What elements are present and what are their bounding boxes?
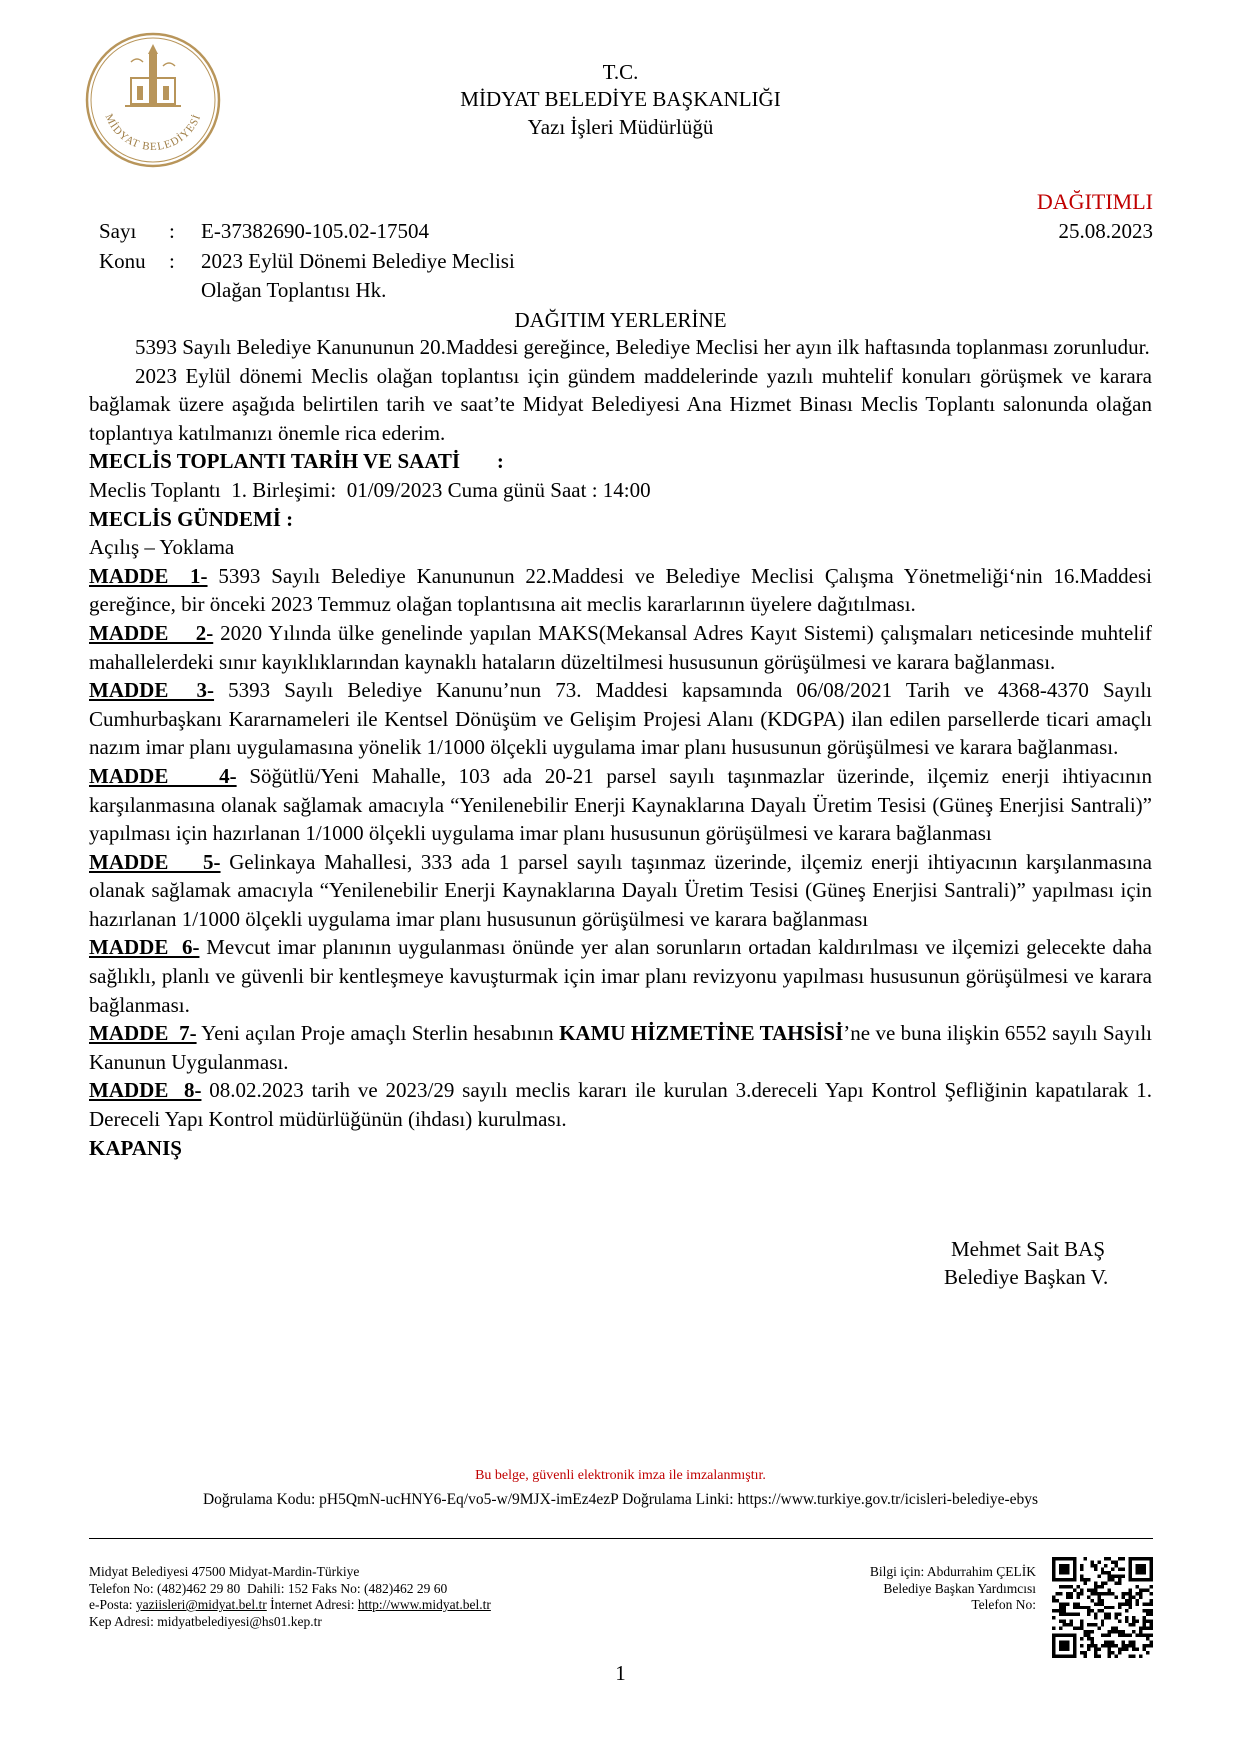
paragraph-1: 5393 Sayılı Belediye Kanununun 20.Maddesi gereğince, Belediye Meclisi her ayın ilk haftasında toplanması zorunludur. bbox=[135, 335, 1150, 359]
agenda-item-label: MADDE 1- bbox=[89, 563, 208, 588]
department-heading: Yazı İşleri Müdürlüğü bbox=[527, 115, 714, 139]
agenda-item-8 bbox=[89, 1076, 1152, 1133]
paragraph-2: 2023 Eylül dönemi Meclis olağan toplantısı için gündem maddelerinde yazılı muhtelif konuları görüşmek ve karara bağlamak üzere aşağıda belirtilen tarih ve saat’te Midyat Belediyesi Ana Hizmet Binası Meclis Toplantı salonunda olağan toplantıya katılmanızı önemle rica ederim. bbox=[89, 363, 1152, 445]
agenda-item-text: Söğütlü/Yeni Mahalle, 103 ada 20-21 parsel sayılı taşınmazlar üzerinde, ilçemiz enerji ihtiyacının karşılanmasına olanak sağlamak amacıyla “Yenilenebilir Enerji Kaynaklarına Dayalı Üretim Tesisi (Güneş Enerjisi Santrali)” yapılması için hazırlanan 1/1000 ölçekli uygulama imar planı hususunun görüşülmesi ve karara bağlanması bbox=[89, 763, 1152, 846]
contact-phone: Telefon No: bbox=[971, 1597, 1036, 1613]
esign-note: Bu belge, güvenli elektronik imza ile imzalanmıştır. bbox=[475, 1468, 766, 1483]
signatory-name: Mehmet Sait BAŞ bbox=[951, 1237, 1106, 1261]
agenda-item-label: MADDE 5- bbox=[89, 849, 221, 874]
svg-text:MİDYAT BELEDİYESİ: MİDYAT BELEDİYESİ bbox=[102, 112, 204, 154]
agenda-item-text: 2020 Yılında ülke genelinde yapılan MAKS(Mekansal Adres Kayıt Sistemi) çalışmaları neticesinde muhtelif mahallelerdeki sınır kayıklıklarından kaynaklı hataların düzeltilmesi hususunun görüşülmesi ve karara bağlanması. bbox=[89, 620, 1152, 674]
agenda-item-label: MADDE 3- bbox=[89, 678, 215, 703]
subject-colon: : bbox=[169, 249, 175, 273]
agenda-item-text: Gelinkaya Mahallesi, 333 ada 1 parsel sayılı taşınmaz üzerinde, ilçemiz enerji ihtiyacının karşılanmasına olanak sağlamak amacıyla “Yenilenebilir Enerji Kaynaklarına Dayalı Üretim Tesisi (Güneş Enerjisi Santrali)” yapılması için hazırlanan 1/1000 ölçekli uygulama imar planı hususunun görüşülmesi ve karara bağlanması bbox=[89, 849, 1152, 931]
agenda-item-1 bbox=[89, 562, 1152, 619]
agenda-item-emphasis: KAMU HİZMETİNE TAHSİSİ bbox=[559, 1021, 844, 1046]
number-label: Sayı bbox=[99, 219, 137, 243]
opening-item: Açılış – Yoklama bbox=[89, 535, 235, 560]
closing-item: KAPANIŞ bbox=[89, 1135, 182, 1160]
subject-line-1: 2023 Eylül Dönemi Belediye Meclisi bbox=[201, 249, 515, 273]
letter-body bbox=[89, 333, 1152, 1162]
country-heading: T.C. bbox=[602, 60, 639, 84]
footer-phone: Telefon No: (482)462 29 80 Dahili: 152 Faks No: (482)462 29 60 bbox=[89, 1580, 448, 1596]
agenda-item-text: Yeni açılan Proje amaçlı Sterlin hesabının bbox=[196, 1021, 560, 1046]
agenda-item-6 bbox=[89, 933, 1152, 1019]
subject-line-2: Olağan Toplantısı Hk. bbox=[201, 278, 387, 302]
contact-person: Bilgi için: Abdurrahim ÇELİK bbox=[869, 1564, 1036, 1579]
meeting-info: Meclis Toplantı 1. Birleşimi: 01/09/2023 Cuma günü Saat : 14:00 bbox=[89, 477, 651, 502]
agenda-item-text: Mevcut imar planının uygulanması önünde yer alan sorunların ortadan kaldırılması ve ilçemizi gelecekte daha sağlıklı, planlı ve güvenli bir kentleşmeye kavuşturmak için imar planı revizyonu yapılması hususunun görüşülmesi ve karara bağlanması. bbox=[89, 935, 1152, 1017]
verification-line: Doğrulama Kodu: pH5QmN-ucHNY6-Eq/vo5-w/9MJX-imEz4ezP Doğrulama Linki: https://www.turkiye.gov.tr/icisleri-belediye-ebys bbox=[202, 1491, 1039, 1508]
qr-code bbox=[1052, 1557, 1153, 1658]
agenda-item-text: 5393 Sayılı Belediye Kanununun 22.Maddesi ve Belediye Meclisi Çalışma Yönetmeliği‘nin 16.Maddesi gereğince, bir önceki 2023 Temmuz olağan toplantısına ait meclis kararlarının üyelere dağıtılması. bbox=[89, 563, 1152, 617]
subject-label: Konu bbox=[99, 249, 146, 273]
agenda-item-text: 5393 Sayılı Belediye Kanunu’nun 73. Maddesi kapsamında 06/08/2021 Tarih ve 4368-4370 Sayılı Cumhurbaşkanı Kararnameleri ile Kentsel Dönüşüm ve Gelişim Projesi Alanı (KDGPA) ilan edilen parsellerde ticari amaçlı nazım imar planı uygulamasına yönelik 1/1000 ölçekli uygulama imar planı hususunun görüşülmesi ve karara bağlanması. bbox=[89, 678, 1152, 760]
agenda-item-label: MADDE 6- bbox=[89, 935, 200, 960]
agenda-item-label: MADDE 4- bbox=[89, 763, 237, 788]
number-value: E-37382690-105.02-17504 bbox=[201, 219, 430, 243]
document-date: 25.08.2023 bbox=[1058, 219, 1153, 243]
footer-address: Midyat Belediyesi 47500 Midyat-Mardin-Türkiye bbox=[89, 1564, 360, 1579]
contact-title: Belediye Başkan Yardımcısı bbox=[883, 1580, 1036, 1596]
agenda-item-2 bbox=[89, 619, 1152, 676]
agenda-item-3 bbox=[89, 676, 1152, 762]
web-prefix: İnternet Adresi: bbox=[266, 1597, 358, 1613]
agenda-item-label: MADDE 7- bbox=[89, 1021, 197, 1046]
footer-kep: Kep Adresi: midyatbelediyesi@hs01.kep.tr bbox=[89, 1613, 322, 1629]
website-link[interactable]: http://www.midyat.bel.tr bbox=[357, 1597, 491, 1613]
email-prefix: e-Posta: bbox=[89, 1597, 136, 1613]
organization-heading: MİDYAT BELEDİYE BAŞKANLIĞI bbox=[460, 87, 781, 111]
distribution-label: DAĞITIMLI bbox=[1036, 189, 1153, 214]
agenda-item-text: ’ne ve buna ilişkin 6552 sayılı Sayılı Kanunun Uygulanması. bbox=[89, 1021, 1153, 1074]
footer-divider bbox=[89, 1538, 1153, 1539]
page-number: 1 bbox=[615, 1661, 626, 1685]
agenda-item-label: MADDE 8- bbox=[89, 1078, 202, 1103]
agenda-item-4 bbox=[89, 762, 1152, 848]
footer-email-web bbox=[89, 1597, 491, 1614]
email-link[interactable]: yaziisleri@midyat.bel.tr bbox=[135, 1597, 267, 1613]
meeting-heading: MECLİS TOPLANTI TARİH VE SAATİ : bbox=[89, 449, 504, 474]
agenda-heading: MECLİS GÜNDEMİ : bbox=[89, 506, 294, 531]
signatory-title: Belediye Başkan V. bbox=[944, 1265, 1109, 1289]
agenda-item-label: MADDE 2- bbox=[89, 620, 214, 645]
recipients-heading: DAĞITIM YERLERİNE bbox=[514, 308, 727, 332]
agenda-item-5 bbox=[89, 848, 1152, 934]
footer-contact-block bbox=[89, 1564, 491, 1630]
number-colon: : bbox=[169, 219, 175, 243]
agenda-item-7 bbox=[89, 1019, 1152, 1076]
footer-info-block bbox=[870, 1564, 1036, 1614]
agenda-item-text: 08.02.2023 tarih ve 2023/29 sayılı meclis kararı ile kurulan 3.dereceli Yapı Kontrol Şefliğinin kapatılarak 1. Dereceli Yapı Kontrol müdürlüğünün (ihdası) kurulması. bbox=[89, 1078, 1152, 1132]
